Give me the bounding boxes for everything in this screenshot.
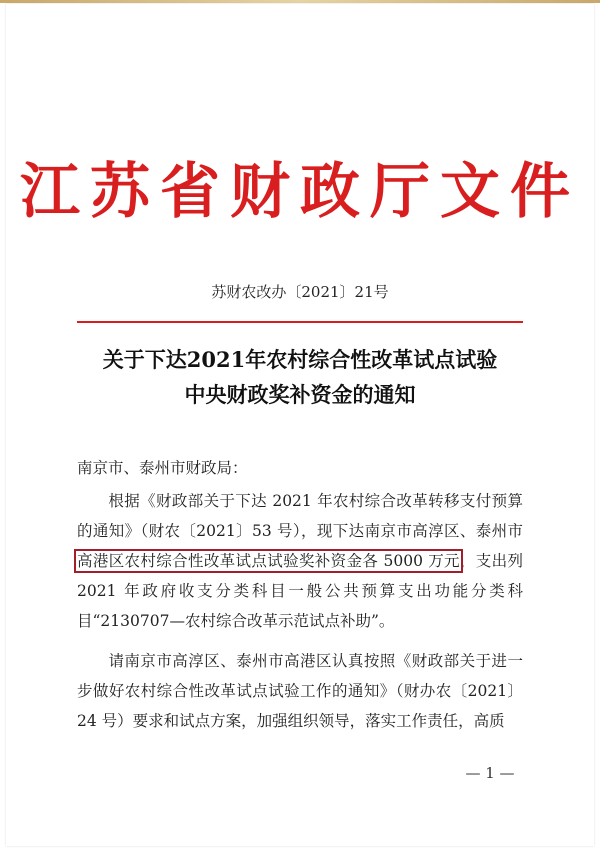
para1-text-end: ，支出列 2021 年政府收支分类科目一般公共预算支出功能分类科目“2130707—农村综合改革示范试点补助”。 xyxy=(77,552,523,630)
page-number: — 1 — xyxy=(465,764,515,782)
red-separator-line xyxy=(77,321,523,323)
document-title xyxy=(0,342,600,412)
body-paragraph-1 xyxy=(77,486,523,636)
document-title-line-1: 关于下达2021年农村综合性改革试点试验 xyxy=(102,347,498,372)
body-paragraph-2 xyxy=(77,646,523,736)
document-number: 苏财农改办〔2021〕21号 xyxy=(211,283,389,301)
highlighted-funding-amount: 高港区农村综合性改革试点试验奖补资金各 5000 万元 xyxy=(77,552,460,570)
para1-text-start: 根据《财政部关于下达 2021 年农村综合改革转移支付预算的通知》（财农〔2021〕53 号），现下达南京市高淳区、泰州市 xyxy=(77,492,523,540)
top-decorative-strip xyxy=(0,0,600,3)
issuer-header: 江苏省财政厅文件 xyxy=(20,157,580,227)
para2-text: 请南京市高淳区、泰州市高港区认真按照《财政部关于进一步做好农村综合性改革试点试验工作的通知》（财办农〔2021〕24 号）要求和试点方案，加强组织领导，落实工作责任，高质 xyxy=(77,652,523,730)
document-title-line-2: 中央财政奖补资金的通知 xyxy=(184,382,416,407)
salutation: 南京市、泰州市财政局： xyxy=(77,459,248,477)
